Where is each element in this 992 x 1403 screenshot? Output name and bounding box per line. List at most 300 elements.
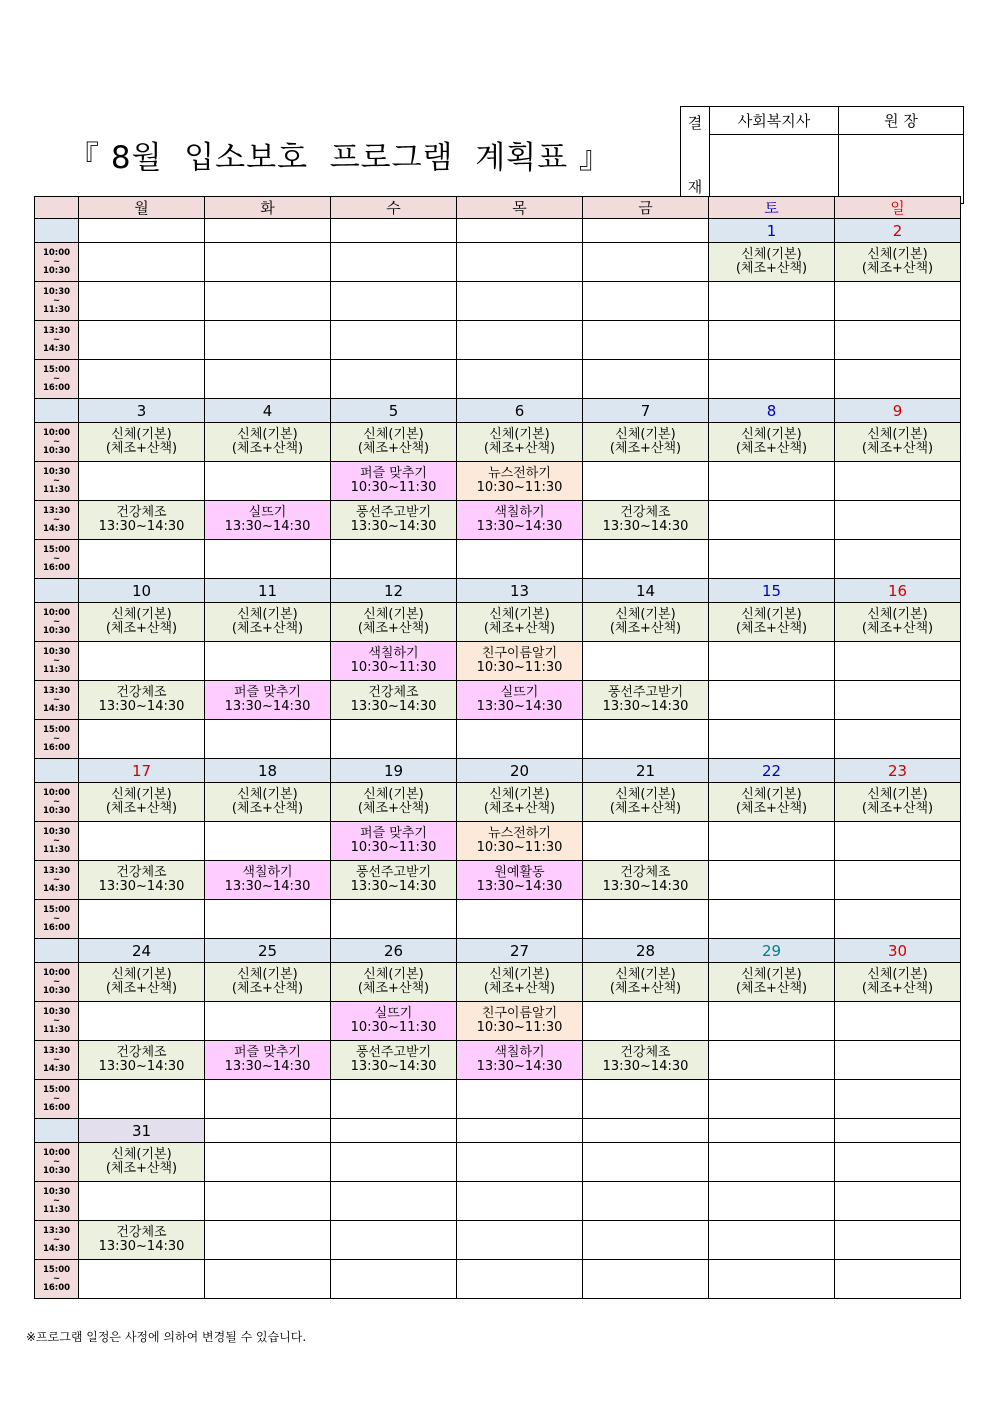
program-detail: 13:30~14:30 (602, 519, 689, 534)
date-cell: 31 (79, 1119, 205, 1143)
schedule-cell[interactable] (835, 642, 961, 681)
schedule-cell[interactable] (583, 861, 709, 900)
date-row-spacer (35, 219, 79, 243)
schedule-cell[interactable] (79, 360, 205, 399)
time-slot-label: 10:00 ~ 10:30 (35, 963, 79, 1002)
schedule-cell[interactable] (331, 540, 457, 579)
date-cell: 7 (583, 399, 709, 423)
program-name: 신체(기본) (111, 1147, 172, 1162)
date-cell: 25 (205, 939, 331, 963)
schedule-cell[interactable] (205, 900, 331, 939)
schedule-cell[interactable] (709, 1182, 835, 1221)
program-detail: (체조+산책) (861, 801, 934, 816)
date-cell (79, 219, 205, 243)
program-detail: (체조+산책) (105, 981, 178, 996)
schedule-cell[interactable] (583, 243, 709, 282)
schedule-cell[interactable] (709, 720, 835, 759)
weekday-header: 금 (583, 197, 709, 219)
date-cell: 13 (457, 579, 583, 603)
date-cell: 1 (709, 219, 835, 243)
time-slot-label: 10:00 ~ 10:30 (35, 603, 79, 642)
schedule-cell[interactable] (79, 900, 205, 939)
schedule-cell[interactable] (583, 1182, 709, 1221)
program-name: 뉴스전하기 (488, 466, 551, 481)
schedule-cell[interactable] (457, 681, 583, 720)
schedule-cell[interactable] (709, 963, 835, 1002)
program-detail: (체조+산책) (357, 621, 430, 636)
date-cell (331, 1119, 457, 1143)
schedule-cell[interactable] (709, 861, 835, 900)
schedule-cell[interactable] (331, 603, 457, 642)
schedule-cell[interactable] (457, 963, 583, 1002)
schedule-cell[interactable] (205, 243, 331, 282)
time-slot-label: 13:30 ~ 14:30 (35, 501, 79, 540)
schedule-cell[interactable] (709, 462, 835, 501)
schedule-cell[interactable] (835, 1221, 961, 1260)
weekday-header: 수 (331, 197, 457, 219)
program-detail: (체조+산책) (735, 441, 808, 456)
schedule-cell[interactable] (835, 900, 961, 939)
program-detail: (체조+산책) (483, 801, 556, 816)
schedule-cell[interactable] (709, 1260, 835, 1299)
approval-col-social-worker: 사회복지사 (710, 107, 839, 135)
program-detail: (체조+산책) (483, 621, 556, 636)
schedule-cell[interactable] (709, 642, 835, 681)
schedule-cell[interactable] (457, 822, 583, 861)
schedule-cell[interactable] (79, 1143, 205, 1182)
program-detail: 13:30~14:30 (350, 519, 437, 534)
schedule-cell[interactable] (79, 1221, 205, 1260)
date-cell: 8 (709, 399, 835, 423)
schedule-cell[interactable] (205, 861, 331, 900)
program-name: 색칠하기 (242, 865, 293, 880)
schedule-cell[interactable] (79, 462, 205, 501)
schedule-cell[interactable] (331, 1260, 457, 1299)
schedule-cell[interactable] (205, 1143, 331, 1182)
date-cell: 27 (457, 939, 583, 963)
schedule-cell[interactable] (79, 681, 205, 720)
schedule-cell[interactable] (583, 963, 709, 1002)
schedule-cell[interactable] (457, 900, 583, 939)
schedule-cell[interactable] (583, 1041, 709, 1080)
schedule-cell[interactable] (583, 900, 709, 939)
schedule-cell[interactable] (709, 681, 835, 720)
schedule-cell[interactable] (79, 861, 205, 900)
date-row-spacer (35, 579, 79, 603)
schedule-cell[interactable] (79, 540, 205, 579)
schedule-cell[interactable] (835, 360, 961, 399)
time-slot-label: 15:00 ~ 16:00 (35, 1260, 79, 1299)
program-name: 신체(기본) (867, 427, 928, 442)
schedule-cell[interactable] (205, 501, 331, 540)
schedule-cell[interactable] (79, 1080, 205, 1119)
schedule-cell[interactable] (331, 1041, 457, 1080)
date-cell (835, 1119, 961, 1143)
schedule-cell[interactable] (709, 243, 835, 282)
program-detail: (체조+산책) (861, 621, 934, 636)
schedule-cell[interactable] (709, 540, 835, 579)
schedule-cell[interactable] (583, 1221, 709, 1260)
program-detail: (체조+산책) (861, 261, 934, 276)
schedule-cell[interactable] (835, 1260, 961, 1299)
program-detail: (체조+산책) (357, 801, 430, 816)
schedule-cell[interactable] (79, 963, 205, 1002)
schedule-cell[interactable] (835, 1182, 961, 1221)
schedule-cell[interactable] (331, 243, 457, 282)
program-name: 색칠하기 (494, 505, 545, 520)
schedule-cell[interactable] (583, 282, 709, 321)
program-detail: (체조+산책) (861, 441, 934, 456)
program-name: 실뜨기 (374, 1006, 413, 1021)
schedule-cell[interactable] (79, 1260, 205, 1299)
schedule-cell[interactable] (331, 1182, 457, 1221)
schedule-cell[interactable] (583, 360, 709, 399)
schedule-cell[interactable] (205, 720, 331, 759)
program-name: 건강체조 (620, 505, 671, 520)
date-cell: 9 (835, 399, 961, 423)
program-detail: 13:30~14:30 (476, 699, 563, 714)
schedule-cell[interactable] (583, 1143, 709, 1182)
schedule-cell[interactable] (709, 282, 835, 321)
schedule-cell[interactable] (331, 681, 457, 720)
program-name: 퍼즐 맞추기 (360, 466, 427, 481)
schedule-cell[interactable] (331, 321, 457, 360)
schedule-cell[interactable] (205, 1080, 331, 1119)
schedule-table (34, 196, 961, 1299)
schedule-cell[interactable] (835, 1002, 961, 1041)
schedule-cell[interactable] (205, 681, 331, 720)
schedule-cell[interactable] (835, 243, 961, 282)
program-name: 신체(기본) (237, 967, 298, 982)
program-name: 신체(기본) (489, 967, 550, 982)
program-name: 신체(기본) (363, 787, 424, 802)
schedule-cell[interactable] (457, 462, 583, 501)
schedule-cell[interactable] (205, 321, 331, 360)
program-detail: (체조+산책) (861, 981, 934, 996)
schedule-cell[interactable] (331, 1080, 457, 1119)
schedule-cell[interactable] (205, 1002, 331, 1041)
schedule-cell[interactable] (205, 1260, 331, 1299)
schedule-cell[interactable] (205, 603, 331, 642)
schedule-cell[interactable] (583, 822, 709, 861)
schedule-cell[interactable] (205, 1221, 331, 1260)
date-cell: 11 (205, 579, 331, 603)
program-detail: 10:30~11:30 (350, 1020, 437, 1035)
date-row-spacer (35, 759, 79, 783)
program-name: 신체(기본) (363, 427, 424, 442)
date-cell (457, 1119, 583, 1143)
schedule-cell[interactable] (583, 720, 709, 759)
program-name: 신체(기본) (237, 787, 298, 802)
schedule-cell[interactable] (835, 423, 961, 462)
program-detail: (체조+산책) (105, 441, 178, 456)
schedule-cell[interactable] (457, 360, 583, 399)
date-row-spacer (35, 1119, 79, 1143)
schedule-cell[interactable] (457, 501, 583, 540)
program-detail: 13:30~14:30 (350, 699, 437, 714)
footnote: ※프로그램 일정은 사정에 의하여 변경될 수 있습니다. (26, 1330, 307, 1344)
program-detail: 13:30~14:30 (224, 1059, 311, 1074)
schedule-cell[interactable] (79, 720, 205, 759)
schedule-cell[interactable] (583, 540, 709, 579)
schedule-cell[interactable] (709, 1221, 835, 1260)
program-name: 원예활동 (494, 865, 545, 880)
schedule-cell[interactable] (835, 963, 961, 1002)
program-name: 신체(기본) (489, 787, 550, 802)
schedule-cell[interactable] (457, 282, 583, 321)
program-detail: (체조+산책) (231, 621, 304, 636)
schedule-cell[interactable] (331, 1002, 457, 1041)
schedule-cell[interactable] (79, 282, 205, 321)
schedule-cell[interactable] (709, 900, 835, 939)
schedule-cell[interactable] (457, 321, 583, 360)
date-cell: 30 (835, 939, 961, 963)
schedule-cell[interactable] (583, 1080, 709, 1119)
date-cell (205, 219, 331, 243)
program-detail: (체조+산책) (735, 981, 808, 996)
schedule-cell[interactable] (79, 423, 205, 462)
schedule-cell[interactable] (331, 861, 457, 900)
schedule-cell[interactable] (457, 243, 583, 282)
schedule-cell[interactable] (331, 783, 457, 822)
schedule-cell[interactable] (79, 1002, 205, 1041)
schedule-cell[interactable] (457, 1221, 583, 1260)
schedule-cell[interactable] (835, 540, 961, 579)
program-name: 건강체조 (620, 1045, 671, 1060)
schedule-cell[interactable] (835, 462, 961, 501)
program-detail: 13:30~14:30 (476, 1059, 563, 1074)
program-detail: (체조+산책) (735, 261, 808, 276)
approval-sign-social-worker[interactable] (710, 134, 839, 203)
schedule-cell[interactable] (79, 642, 205, 681)
program-name: 색칠하기 (368, 646, 419, 661)
schedule-cell[interactable] (331, 423, 457, 462)
schedule-cell[interactable] (79, 501, 205, 540)
program-detail: (체조+산책) (105, 621, 178, 636)
schedule-cell[interactable] (583, 462, 709, 501)
schedule-cell[interactable] (835, 321, 961, 360)
program-name: 건강체조 (116, 1045, 167, 1060)
program-detail: (체조+산책) (735, 801, 808, 816)
schedule-cell[interactable] (457, 1143, 583, 1182)
schedule-cell[interactable] (79, 783, 205, 822)
date-cell (331, 219, 457, 243)
schedule-cell[interactable] (331, 720, 457, 759)
date-cell: 23 (835, 759, 961, 783)
schedule-cell[interactable] (583, 321, 709, 360)
date-cell: 21 (583, 759, 709, 783)
weekday-header: 일 (835, 197, 961, 219)
schedule-cell[interactable] (79, 321, 205, 360)
schedule-cell[interactable] (583, 783, 709, 822)
schedule-cell[interactable] (709, 783, 835, 822)
schedule-cell[interactable] (331, 501, 457, 540)
schedule-cell[interactable] (79, 1182, 205, 1221)
program-name: 친구이름알기 (481, 1006, 558, 1021)
program-name: 퍼즐 맞추기 (234, 1045, 301, 1060)
schedule-cell[interactable] (835, 1041, 961, 1080)
date-cell (205, 1119, 331, 1143)
schedule-cell[interactable] (457, 783, 583, 822)
schedule-cell[interactable] (331, 1143, 457, 1182)
time-slot-label: 15:00 ~ 16:00 (35, 540, 79, 579)
date-cell: 6 (457, 399, 583, 423)
schedule-cell[interactable] (205, 822, 331, 861)
schedule-cell[interactable] (709, 501, 835, 540)
schedule-cell[interactable] (835, 282, 961, 321)
program-detail: 13:30~14:30 (476, 519, 563, 534)
schedule-cell[interactable] (835, 783, 961, 822)
time-slot-label: 10:30 ~ 11:30 (35, 822, 79, 861)
schedule-cell[interactable] (709, 360, 835, 399)
schedule-cell[interactable] (457, 540, 583, 579)
program-name: 건강체조 (620, 865, 671, 880)
schedule-cell[interactable] (709, 603, 835, 642)
schedule-cell[interactable] (709, 1080, 835, 1119)
program-detail: (체조+산책) (105, 1161, 178, 1176)
program-detail: 13:30~14:30 (98, 879, 185, 894)
schedule-cell[interactable] (709, 1143, 835, 1182)
schedule-cell[interactable] (79, 1041, 205, 1080)
program-name: 신체(기본) (741, 427, 802, 442)
schedule-cell[interactable] (457, 720, 583, 759)
schedule-cell[interactable] (835, 720, 961, 759)
program-name: 신체(기본) (489, 607, 550, 622)
schedule-cell[interactable] (583, 1002, 709, 1041)
schedule-cell[interactable] (457, 861, 583, 900)
schedule-cell[interactable] (583, 501, 709, 540)
schedule-cell[interactable] (583, 642, 709, 681)
program-detail: (체조+산책) (609, 621, 682, 636)
schedule-cell[interactable] (835, 681, 961, 720)
schedule-cell[interactable] (457, 1260, 583, 1299)
schedule-cell[interactable] (79, 822, 205, 861)
program-detail: (체조+산책) (357, 441, 430, 456)
program-name: 신체(기본) (867, 247, 928, 262)
schedule-cell[interactable] (583, 681, 709, 720)
schedule-cell[interactable] (835, 1143, 961, 1182)
program-detail: (체조+산책) (231, 801, 304, 816)
schedule-cell[interactable] (835, 603, 961, 642)
program-detail: 13:30~14:30 (224, 519, 311, 534)
schedule-cell[interactable] (583, 603, 709, 642)
weekday-header: 화 (205, 197, 331, 219)
time-slot-label: 13:30 ~ 14:30 (35, 681, 79, 720)
schedule-cell[interactable] (835, 822, 961, 861)
schedule-cell[interactable] (205, 540, 331, 579)
schedule-cell[interactable] (331, 963, 457, 1002)
schedule-cell[interactable] (331, 822, 457, 861)
approval-sign-director[interactable] (839, 134, 964, 203)
schedule-cell[interactable] (205, 1041, 331, 1080)
schedule-cell[interactable] (457, 1041, 583, 1080)
date-cell: 22 (709, 759, 835, 783)
time-slot-label: 15:00 ~ 16:00 (35, 1080, 79, 1119)
program-detail: (체조+산책) (357, 981, 430, 996)
program-name: 건강체조 (116, 505, 167, 520)
schedule-cell[interactable] (457, 642, 583, 681)
schedule-cell[interactable] (457, 603, 583, 642)
program-detail: 10:30~11:30 (350, 480, 437, 495)
schedule-cell[interactable] (457, 1182, 583, 1221)
program-detail: (체조+산책) (609, 801, 682, 816)
schedule-cell[interactable] (205, 282, 331, 321)
schedule-cell[interactable] (331, 360, 457, 399)
date-cell: 26 (331, 939, 457, 963)
schedule-cell[interactable] (331, 900, 457, 939)
schedule-cell[interactable] (457, 423, 583, 462)
schedule-cell[interactable] (205, 423, 331, 462)
weekday-header: 월 (79, 197, 205, 219)
schedule-cell[interactable] (835, 1080, 961, 1119)
date-cell: 2 (835, 219, 961, 243)
program-detail: (체조+산책) (483, 981, 556, 996)
schedule-cell[interactable] (205, 783, 331, 822)
schedule-cell[interactable] (331, 462, 457, 501)
date-cell (709, 1119, 835, 1143)
program-name: 신체(기본) (111, 607, 172, 622)
schedule-cell[interactable] (709, 1002, 835, 1041)
date-cell: 28 (583, 939, 709, 963)
schedule-cell[interactable] (205, 462, 331, 501)
date-cell: 24 (79, 939, 205, 963)
schedule-cell[interactable] (709, 321, 835, 360)
schedule-cell[interactable] (457, 1080, 583, 1119)
schedule-cell[interactable] (331, 282, 457, 321)
schedule-cell[interactable] (79, 603, 205, 642)
time-slot-label: 10:30 ~ 11:30 (35, 282, 79, 321)
schedule-cell[interactable] (331, 1221, 457, 1260)
schedule-cell[interactable] (205, 963, 331, 1002)
date-cell (583, 219, 709, 243)
program-name: 신체(기본) (741, 247, 802, 262)
program-name: 풍선주고받기 (355, 865, 432, 880)
time-slot-label: 15:00 ~ 16:00 (35, 900, 79, 939)
time-slot-label: 10:00 ~ 10:30 (35, 1143, 79, 1182)
schedule-cell[interactable] (709, 822, 835, 861)
schedule-cell[interactable] (709, 1041, 835, 1080)
schedule-cell[interactable] (331, 642, 457, 681)
schedule-cell[interactable] (205, 642, 331, 681)
date-cell: 17 (79, 759, 205, 783)
program-name: 풍선주고받기 (355, 505, 432, 520)
schedule-cell[interactable] (205, 360, 331, 399)
program-name: 퍼즐 맞추기 (234, 685, 301, 700)
schedule-cell[interactable] (583, 423, 709, 462)
time-slot-label: 10:30 ~ 11:30 (35, 642, 79, 681)
program-name: 신체(기본) (867, 967, 928, 982)
schedule-cell[interactable] (709, 423, 835, 462)
program-detail: (체조+산책) (231, 441, 304, 456)
program-detail: 10:30~11:30 (350, 840, 437, 855)
program-name: 신체(기본) (741, 787, 802, 802)
program-name: 뉴스전하기 (488, 826, 551, 841)
program-name: 실뜨기 (500, 685, 539, 700)
schedule-cell[interactable] (79, 243, 205, 282)
schedule-cell[interactable] (457, 1002, 583, 1041)
schedule-cell[interactable] (583, 1260, 709, 1299)
date-cell: 16 (835, 579, 961, 603)
schedule-cell[interactable] (205, 1182, 331, 1221)
program-name: 신체(기본) (111, 787, 172, 802)
schedule-cell[interactable] (835, 501, 961, 540)
schedule-cell[interactable] (835, 861, 961, 900)
program-detail: 13:30~14:30 (98, 1059, 185, 1074)
time-slot-label: 10:30 ~ 11:30 (35, 462, 79, 501)
time-slot-label: 13:30 ~ 14:30 (35, 1221, 79, 1260)
program-detail: (체조+산책) (231, 981, 304, 996)
approval-label: 결 재 (681, 107, 710, 204)
